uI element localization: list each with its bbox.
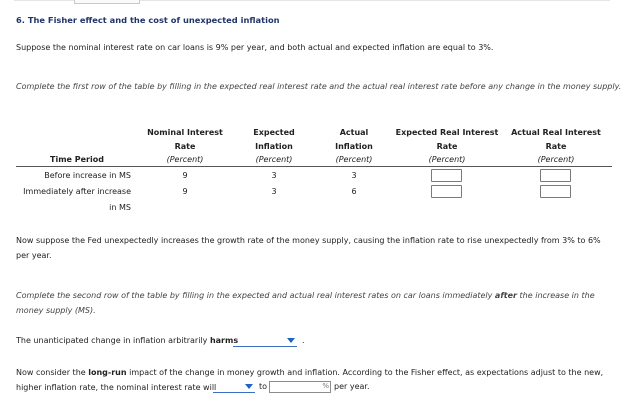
header-time-period: Time Period: [50, 155, 104, 164]
row2-actual-inflation: 6: [351, 187, 357, 196]
row1-actual-inflation: 3: [351, 171, 357, 180]
per-year-label: per year.: [334, 382, 370, 391]
header-nominal-line2: Rate: [174, 141, 196, 151]
header-act-infl-unit: (Percent): [335, 155, 373, 164]
header-act-real-line1: Actual Real Interest: [511, 128, 601, 137]
harms-period: .: [302, 336, 305, 345]
header-act-real-unit: (Percent): [537, 155, 575, 164]
fed-increase-paragraph: Now suppose the Fed unexpectedly increases the growth rate of the money supply, causing the inflation rate to rise unexpectedly from 3% to 6% per year.: [16, 236, 601, 260]
harms-before: The unanticipated change in inflation arbitrarily: [16, 336, 210, 345]
percent-suffix: %: [322, 382, 329, 390]
harms-sentence: [16, 334, 238, 348]
para3-after: impact of the change in money growth and inflation. According to the Fisher effect, as expectations adjust to the new, higher inflation rate, the nominal interest rate will: [16, 368, 604, 392]
row1-actual-real-input[interactable]: [540, 169, 571, 182]
chevron-down-icon: [245, 384, 253, 389]
top-tab-stub: [74, 0, 140, 4]
instr2-before: Complete the second row of the table by filling in the expected and actual real interest rates on car loans immediately: [16, 291, 495, 300]
para3-bold: long-run: [88, 368, 127, 377]
header-actual-real: [505, 126, 607, 167]
question-title: 6. The Fisher effect and the cost of unexpected inflation: [16, 15, 280, 25]
header-exp-real-line1: Expected Real Interest: [395, 128, 499, 137]
row2-expected-inflation: 3: [271, 187, 277, 196]
row2-nominal: 9: [182, 187, 188, 196]
nominal-rate-direction-dropdown[interactable]: [213, 380, 255, 393]
header-exp-infl-line2: Inflation: [255, 141, 293, 151]
row-label-after-line1: Immediately after increase: [23, 187, 131, 196]
header-nominal-unit: (Percent): [166, 155, 204, 164]
instruction-second-row: [16, 288, 612, 318]
intro-text: Suppose the nominal interest rate on car loans is 9% per year, and both actual and expected inflation are equal to 3%.: [16, 43, 494, 52]
row-label-before: Before increase in MS: [44, 171, 131, 180]
header-rule: [16, 166, 612, 167]
instr2-bold: after: [494, 291, 517, 300]
chevron-down-icon: [287, 338, 295, 343]
para3-before: Now consider the: [16, 368, 89, 377]
header-expected-inflation: [235, 126, 313, 167]
header-act-real-line2: Rate: [545, 141, 567, 151]
row1-expected-real-input[interactable]: [431, 169, 462, 182]
instr2-after: the increase in the money supply (MS).: [16, 291, 595, 315]
header-nominal: [140, 126, 230, 167]
instruction-first-row: Complete the first row of the table by filling in the expected real interest rate and the actual real interest rate before any change in the money supply.: [16, 82, 622, 91]
header-exp-infl-unit: (Percent): [255, 155, 293, 164]
row1-nominal: 9: [182, 171, 188, 180]
header-expected-real: [393, 126, 501, 167]
header-actual-inflation: [315, 126, 393, 167]
header-act-infl-line1: Actual: [339, 128, 369, 137]
header-act-infl-line2: Inflation: [335, 141, 373, 151]
row2-expected-real-input[interactable]: [431, 185, 462, 198]
harms-dropdown[interactable]: [233, 334, 297, 347]
header-nominal-line1: Nominal Interest: [147, 128, 223, 137]
nominal-rate-percent-input[interactable]: [269, 381, 331, 393]
header-exp-real-unit: (Percent): [428, 155, 466, 164]
row2-actual-real-input[interactable]: [540, 185, 571, 198]
to-label: to: [259, 382, 268, 391]
harms-bold: harms: [209, 336, 239, 345]
row1-expected-inflation: 3: [271, 171, 277, 180]
header-exp-real-line2: Rate: [436, 141, 458, 151]
header-exp-infl-line1: Expected: [253, 128, 295, 137]
row-label-after-line2: in MS: [109, 203, 131, 212]
